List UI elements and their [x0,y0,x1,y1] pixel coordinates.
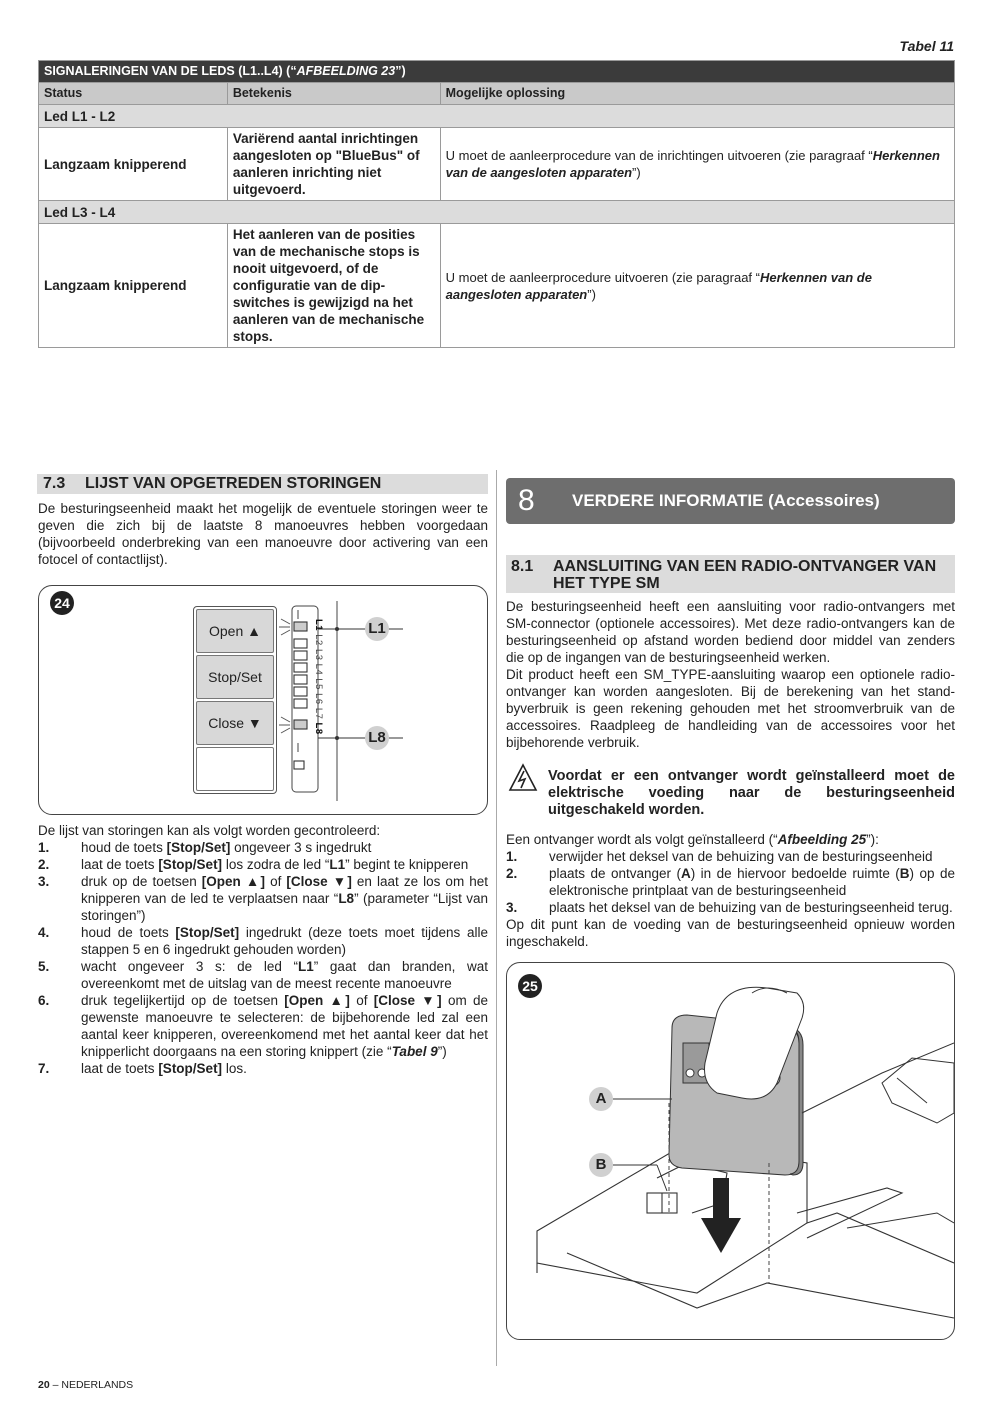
list-item: 6. druk tegelijkertijd op de toetsen [Open ▲] of [Close ▼] om de gewenste manoeuvre te selecteren: de bijbehorende led zal een aantal keer knipperen, overeenkomend met het aantal keer dat het knipperlicht doorgaans na een storing knippert (zie “Tabel 9”) [38,993,488,1059]
install-lead: Een ontvanger wordt als volgt geïnstalleerd (“Afbeelding 25”): [506,832,879,847]
close-button[interactable]: Close ▼ [196,701,274,745]
section-number: 7.3 [43,475,66,492]
warning-block [506,763,955,823]
table-title: SIGNALERINGEN VAN DE LEDS (L1..L4) (“AFBEELDING 23”) [39,61,955,83]
step-number: 2. [38,857,50,872]
open-button[interactable]: Open ▲ [196,609,274,653]
list-item: 2. laat de toets [Stop/Set] los zodra de led “L1” begint te knipperen [38,857,469,872]
table-row [39,128,955,201]
figure-25 [506,962,955,1340]
table-title-row [39,61,955,83]
install-steps-list [506,848,955,916]
status-cell: Langzaam knipperend [39,224,228,348]
table-header-row [39,83,955,105]
step-number: 3. [38,874,50,889]
footer-language: – NEDERLANDS [49,1379,134,1391]
step-number: 7. [38,1061,50,1076]
chapter-number: 8 [518,484,535,517]
table-row [39,224,955,348]
led-label-l4: L4 [313,663,324,676]
chapter-title: VERDERE INFORMATIE (Accessoires) [572,491,880,510]
led-label-l7: L7 [313,707,324,720]
column-header-solution: Mogelijke oplossing [440,83,954,105]
solution-cell: U moet de aanleerprocedure van de inrichtingen uitvoeren (zie paragraaf “Herkennen van de aangesloten apparaten”) [440,128,954,201]
figure-number-badge: 25 [518,974,542,998]
receiver-installation-illustration [507,963,954,1339]
electric-hazard-icon [508,763,538,793]
led-label-l1: L1 [313,619,324,632]
column-divider [496,470,497,1366]
list-item: 3. plaats het deksel van de behuizing van de besturingseenheid terug. [506,900,953,915]
list-item: 1. verwijder het deksel van de behuizing van de besturingseenheid [506,849,933,864]
section-heading-7-3 [37,474,488,494]
control-panel [193,606,277,794]
led-label-l2: L2 [313,634,324,646]
stop-set-button[interactable]: Stop/Set [196,655,274,699]
step-number: 1. [506,849,518,864]
callout-l1: L1 [365,617,389,641]
figure-24 [38,585,488,815]
callout-l8: L8 [365,726,389,750]
led-label-l3: L3 [313,648,324,661]
callout-a: A [589,1087,613,1111]
led-label-l6: L6 [313,693,324,705]
page-footer [38,1379,133,1391]
group-label: Led L1 - L2 [39,105,955,128]
led-labels [311,619,325,743]
intro-text: De besturingseenheid maakt het mogelijk de eventuele storingen weer te geven die zich bij de laatste 8 manoeuvres hebben voorgedaan (bijvoorbeeld onderbreking van een manoeuvre door activering van een fotocel of contactlijst). [38,501,488,567]
paragraph-sm-connector: De besturingseenheid heeft een aansluiting voor radio-ontvangers met SM-connector (optionele accessoires). Met deze radio-ontvangers kan de besturingseenheid op afstand worden bediend door middel van zenders die op de ingangen van de besturingseenheid werken. [506,599,955,665]
meaning-cell: Het aanleren van de posities van de mechanische stops is nooit uitgevoerd, of de configuratie van de dip-switches is gewijzigd na het aanleren van de mechanische stops. [227,224,440,348]
paragraph-sm-type: Dit product heeft een SM_TYPE-aansluiting waarop een optionele radio-ontvanger kan worden aangesloten. Bij de berekening van het stand-byverbruik is geen rekening gehouden met het stroomverbruik van de accessoires. Raadpleeg de handleiding van de accessoires voor het bijbehorende verbruik. [506,667,955,750]
column-header-status: Status [39,83,228,105]
section-title: LIJST VAN OPGETREDEN STORINGEN [85,475,382,492]
table-group-row [39,201,955,224]
list-item: 1. houd de toets [Stop/Set] ongeveer 3 s ingedrukt [38,840,372,855]
blank-button [196,747,274,791]
step-number: 5. [38,959,50,974]
steps-list [38,839,488,1077]
step-number: 4. [38,925,50,940]
section-number: 8.1 [511,558,534,575]
table-caption: Tabel 11 [899,38,954,54]
step-number: 1. [38,840,50,855]
step-number: 6. [38,993,50,1008]
solution-cell: U moet de aanleerprocedure uitvoeren (zie paragraaf “Herkennen van de aangesloten apparaten”) [440,224,954,348]
list-item: 5. wacht ongeveer 3 s: de led “L1” gaat dan branden, wat overeenkomt met de uitslag van de meest recente manoeuvre [38,959,488,991]
list-item: 7. laat de toets [Stop/Set] los. [38,1061,247,1076]
list-item: 2. plaats de ontvanger (A) in de hiervoor bedoelde ruimte (B) op de elektronische printplaat van de besturingseenheid [506,866,955,898]
figure-number-badge: 24 [50,591,74,615]
callout-b: B [589,1153,613,1177]
section-title: AANSLUITING VAN EEN RADIO-ONTVANGER VAN HET TYPE SM [553,558,937,592]
section-heading-8-1 [506,555,955,593]
list-item: 3. druk op de toetsen [Open ▲] of [Close ▼] en laat ze los om het knipperen van de led te verplaatsen naar “L8” (parameter “Lijst van storingen”) [38,874,489,923]
led-label-l8: L8 [313,722,324,735]
steps-lead: De lijst van storingen kan als volgt worden gecontroleerd: [38,823,381,838]
warning-text: Voordat er een ontvanger wordt geïnstalleerd moet de elektrische voeding naar de besturingseenheid uitgeschakeld worden. [548,768,955,818]
status-cell: Langzaam knipperend [39,128,228,201]
install-block [506,831,955,950]
closing-paragraph: Op dit punt kan de voeding van de besturingseenheid opnieuw worden ingeschakeld. [506,917,955,949]
page-number: 20 [38,1379,50,1391]
intro-paragraph [38,500,488,568]
step-number: 3. [506,900,518,915]
section-8-1-body [506,598,955,751]
steps-block [38,822,488,1077]
chapter-heading-8 [506,478,955,524]
led-signals-table [38,60,955,348]
column-header-meaning: Betekenis [227,83,440,105]
table-group-row [39,105,955,128]
led-label-l5: L5 [313,678,324,690]
list-item: 4. houd de toets [Stop/Set] ingedrukt (deze toets moet tijdens alle stappen 5 en 6 ingedrukt gehouden worden) [38,925,488,957]
meaning-cell: Variërend aantal inrichtingen aangesloten op "BlueBus" of aanleren inrichting niet uitgevoerd. [227,128,440,201]
group-label: Led L3 - L4 [39,201,955,224]
step-number: 2. [506,866,518,881]
